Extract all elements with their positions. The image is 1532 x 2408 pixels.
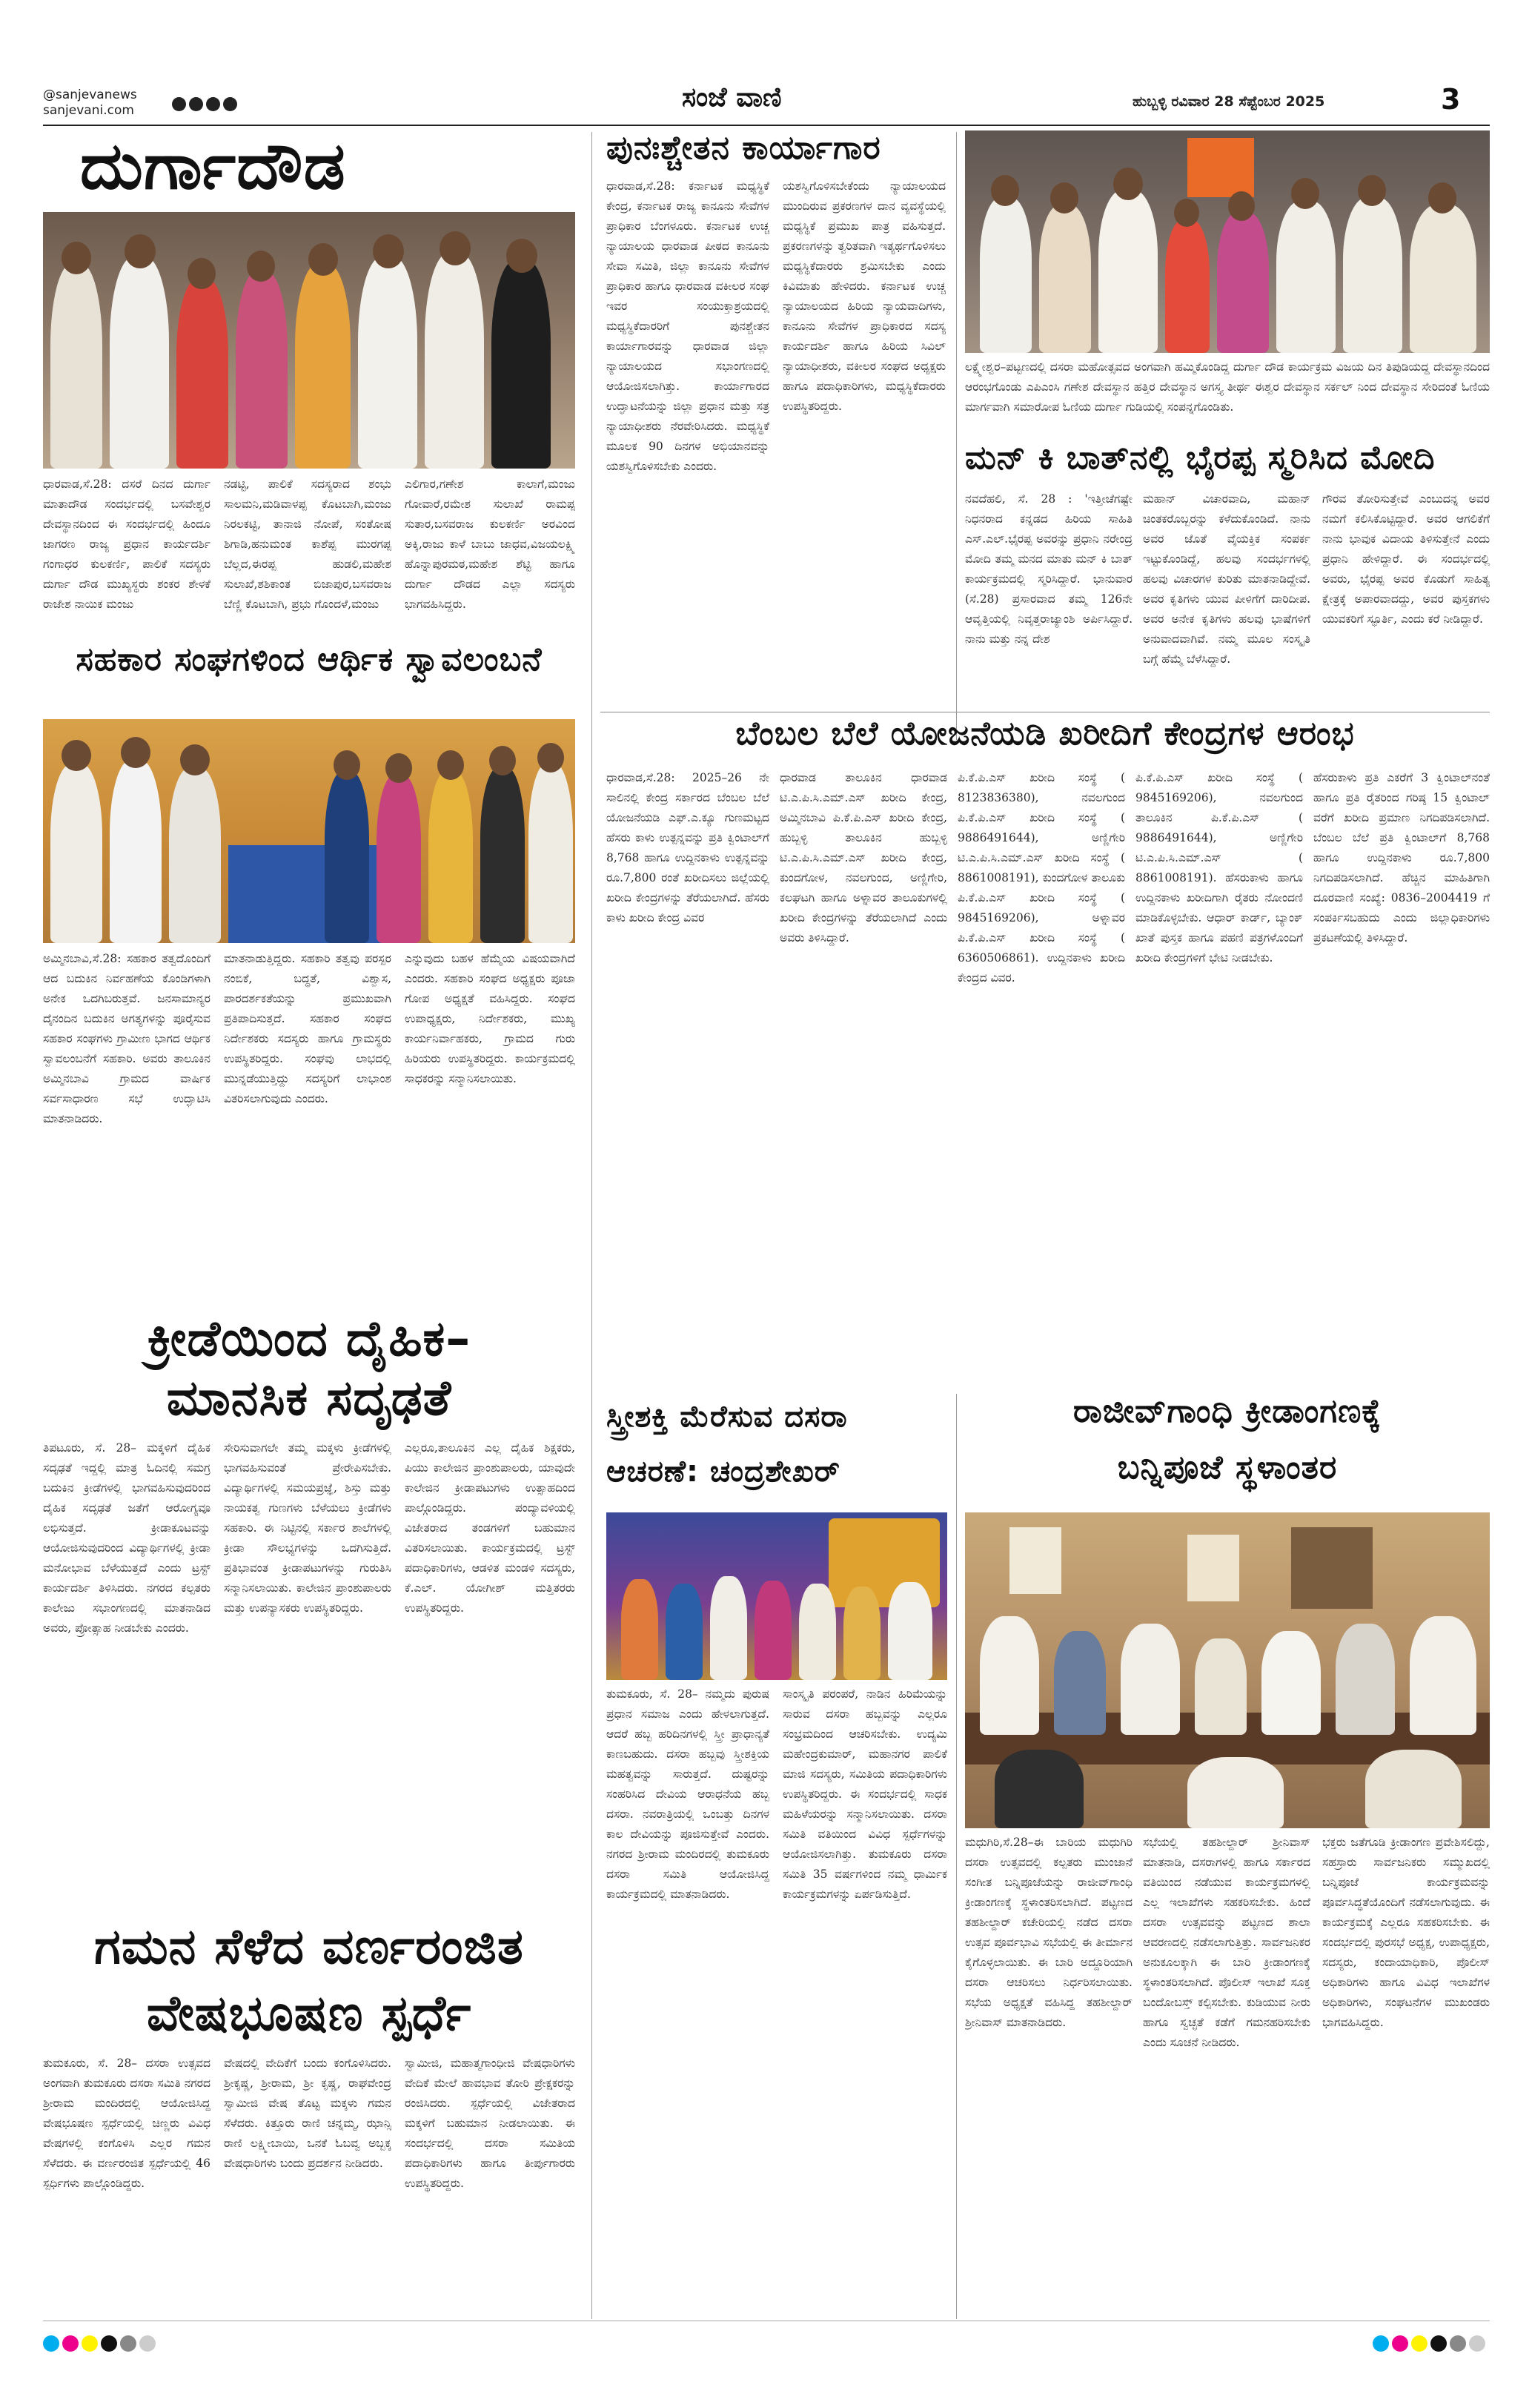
column-divider xyxy=(956,1394,957,2319)
reg-mark xyxy=(1430,2335,1447,2352)
reg-mark xyxy=(1373,2335,1389,2352)
twitter-icon xyxy=(189,97,203,111)
instagram-icon xyxy=(206,97,220,111)
durgadaud-col-2: ನಡಟ್ಟಿ, ಪಾಲಿಕೆ ಸದಸ್ಯರಾದ ಶಂಭು ಸಾಲಮನಿ,ಮಡಿವಾಳಪ್ಪ ಕೊಟಬಾಗಿ,ಮಂಜು ನಿರಲಕಟ್ಟಿ, ತಾನಾಜಿ ನೋಪೆ, ಸಂತೋಷ ಶಿಗಾಡಿ,ಹನುಮಂತ ಕಾಶೆಪ್ಪ ಮುರಗಪ್ಪ ಬೆಲ್ಲದ,ಈರಪ್ಪ ಹುಡಲಿ,ಮಹೇಶ ಸುಲಾಖೆ,ಶಶಿಕಾಂತ ಬಿಜಾಪುರ,ಬಸವರಾಜ ಬೆಣ್ಣಿ ಕೊಟಬಾಗಿ, ಪ್ರಭು ಗೊಂದಳೆ,ಮಂಜು xyxy=(224,477,391,611)
krida-col-3: ಎಲ್ಲರೂ,ತಾಲೂಕಿನ ಎಲ್ಲ ದೈಹಿಕ ಶಿಕ್ಷಕರು, ಪಿಯು ಕಾಲೇಜಿನ ಪ್ರಾಂಶುಪಾಲರು, ಯಾವುದೇ ಕಾಲೇಜಿನ ಕ್ರೀಡಾಪಟುಗಳು ಉತ್ಸಾಹದಿಂದ ಪಾಲ್ಗೊಂಡಿದ್ದರು. ಪಂದ್ಯಾವಳಿಯಲ್ಲಿ ವಿಜೇತರಾದ ತಂಡಗಳಿಗೆ ಬಹುಮಾನ ವಿತರಿಸಲಾಯಿತು. ಕಾರ್ಯಕ್ರಮದಲ್ಲಿ ಟ್ರಸ್ಟ್ ಪದಾಧಿಕಾರಿಗಳು, ಆಡಳಿತ ಮಂಡಳಿ ಸದಸ್ಯರು, ಕೆ.ಎಲ್. ಯೋಗೀಶ್ ಮತ್ತಿತರರು ಉಪಸ್ಥಿತರಿದ್ದರು. xyxy=(405,1441,575,1615)
durgadaud-col-1: ಧಾರವಾಡ,ಸೆ.28: ದಸರೆ ದಿನದ ದುರ್ಗಾ ಮಾತಾದೌಡ ಸಂದರ್ಭದಲ್ಲಿ ಬಸವೇಶ್ವರ ದೇವಸ್ಥಾನದಿಂದ ಈ ಸಂದರ್ಭದಲ್ಲಿ ಹಿಂದೂ ಜಾಗರಣ ರಾಜ್ಯ ಪ್ರಧಾನ ಕಾರ್ಯದರ್ಶಿ ಗಂಗಾಧರ ಕುಲಕರ್ಣಿ, ಪಾಲಿಕೆ ಸದಸ್ಯರು ದುರ್ಗಾ ದೌಡ ಮುಖ್ಯಸ್ಥರು ಶಂಕರ ಶೇಳಕೆ ರಾಜೇಶ ನಾಯಿಕ ಮಂಜು xyxy=(43,477,210,611)
bembala-col-3: ಪಿ.ಕೆ.ಪಿ.ಎಸ್ ಖರೀದಿ ಸಂಸ್ಥೆ ( 8123836380), ನವಲಗುಂದ ಪಿ.ಕೆ.ಪಿ.ಎಸ್ ಖರೀದಿ ಸಂಸ್ಥೆ ( 9886491644), ಅಣ್ಣಿಗೇರಿ ಟಿ.ಎ.ಪಿ.ಸಿ.ಎಮ್.ಎಸ್ ಖರೀದಿ ಸಂಸ್ಥೆ ( 8861008191), ಕುಂದಗೋಳ ತಾಲೂಕು ಪಿ.ಕೆ.ಪಿ.ಎಸ್ ಖರೀದಿ ಸಂಸ್ಥೆ ( 9845169206), ಅಳ್ನಾವರ ಪಿ.ಕೆ.ಪಿ.ಎಸ್ ಖರೀದಿ ಸಂಸ್ಥೆ ( 6360506861). ಉದ್ದಿನಕಾಳು ಖರೀದಿ ಕೇಂದ್ರದ ವಿವರ. xyxy=(958,771,1125,985)
mann-col-1: ನವದೆಹಲಿ, ಸೆ. 28 : 'ಇತ್ತೀಚೆಗಷ್ಟೇ ನಿಧನರಾದ ಕನ್ನಡದ ಹಿರಿಯ ಸಾಹಿತಿ ಎಸ್.ಎಲ್.ಭೈರಪ್ಪ ಅವರನ್ನು ಪ್ರಧಾನಿ ನರೇಂದ್ರ ಮೋದಿ ತಮ್ಮ ಮನದ ಮಾತು ಮನ್ ಕಿ ಬಾತ್ ಕಾರ್ಯಕ್ರಮದಲ್ಲಿ ಸ್ಮರಿಸಿದ್ದಾರೆ. ಭಾನುವಾರ (ಸೆ.28) ಪ್ರಸಾರವಾದ ತಮ್ಮ 126ನೇ ಆವೃತ್ತಿಯಲ್ಲಿ ನಿವೃತ್ತರಾಜ್ಯಾಂಶಿ ಅರ್ಪಿಸಿದ್ದಾರೆ. ನಾನು ಮತ್ತು ನನ್ನ ದೇಶ xyxy=(965,492,1133,646)
page-number: 3 xyxy=(1441,83,1461,116)
stree-col-2: ಸಾಂಸ್ಕೃತಿ ಪರಂಪರೆ, ನಾಡಿನ ಹಿರಿಮೆಯನ್ನು ಸಾರುವ ದಸರಾ ಹಬ್ಬವನ್ನು ಎಲ್ಲರೂ ಸಂಭ್ರಮದಿಂದ ಆಚರಿಸಬೇಕು. ಉದ್ಯಮಿ ಮಹೇಂದ್ರಕುಮಾರ್, ಮಹಾನಗರ ಪಾಲಿಕೆ ಮಾಜಿ ಸದಸ್ಯರು, ಸಮಿತಿಯ ಪದಾಧಿಕಾರಿಗಳು ಉಪಸ್ಥಿತರಿದ್ದರು. ಈ ಸಂದರ್ಭದಲ್ಲಿ ಸಾಧಕ ಮಹಿಳೆಯರನ್ನು ಸನ್ಮಾನಿಸಲಾಯಿತು. ದಸರಾ ಸಮಿತಿ ವತಿಯಿಂದ ವಿವಿಧ ಸ್ಪರ್ಧೆಗಳನ್ನು ಆಯೋಜಿಸಲಾಗಿತ್ತು. ತುಮಕೂರು ದಸರಾ ಸಮಿತಿ 35 ವರ್ಷಗಳಿಂದ ನಮ್ಮ ಧಾರ್ಮಿಕ ಕಾರ್ಯಕ್ರಮಗಳನ್ನು ಏರ್ಪಡಿಸುತ್ತಿದೆ. xyxy=(783,1687,947,1901)
bembala-col-1: ಧಾರವಾಡ,ಸೆ.28: 2025–26 ನೇ ಸಾಲಿನಲ್ಲಿ ಕೇಂದ್ರ ಸರ್ಕಾರದ ಬೆಂಬಲ ಬೆಲೆ ಯೋಜನೆಯಡಿ ಎಫ್.ಎ.ಕ್ಯೂ ಗುಣಮಟ್ಟದ ಹೆಸರು ಕಾಳು ಉತ್ಪನ್ನವನ್ನು ಪ್ರತಿ ಕ್ವಿಂಟಾಲ್‌ಗೆ 8,768 ಹಾಗೂ ಉದ್ದಿನಕಾಳು ಉತ್ಪನ್ನವನ್ನು ರೂ.7,800 ರಂತೆ ಖರೀದಿಸಲು ಜಿಲ್ಲೆಯಲ್ಲಿ ಖರೀದಿ ಕೇಂದ್ರಗಳನ್ನು ತೆರೆಯಲಾಗಿದೆ. ಹೆಸರು ಕಾಳು ಖರೀದಿ ಕೇಂದ್ರ ವಿವರ xyxy=(606,771,769,924)
photo-lakshmeshwar xyxy=(965,130,1490,353)
facebook-icon xyxy=(172,97,186,111)
sahakara-col-2: ಮಾತನಾಡುತ್ತಿದ್ದರು. ಸಹಕಾರಿ ತತ್ವವು ಪರಸ್ಪರ ನಂಬಿಕೆ, ಬದ್ಧತೆ, ವಿಶ್ವಾಸ, ಪಾರದರ್ಶಕತೆಯನ್ನು ಪ್ರಮುಖವಾಗಿ ಪ್ರತಿಪಾದಿಸುತ್ತದೆ. ಸಹಕಾರ ಸಂಘದ ನಿರ್ದೇಶಕರು ಸದಸ್ಯರು ಹಾಗೂ ಗ್ರಾಮಸ್ಥರು ಉಪಸ್ಥಿತರಿದ್ದರು. ಸಂಘವು ಲಾಭದಲ್ಲಿ ಮುನ್ನಡೆಯುತ್ತಿದ್ದು ಸದಸ್ಯರಿಗೆ ಲಾಭಾಂಶ ವಿತರಿಸಲಾಗುವುದು ಎಂದರು. xyxy=(224,952,391,1105)
headline-punashchetana: ಪುನಃಶ್ಚೇತನ ಕಾರ್ಯಾಗಾರ xyxy=(606,129,881,167)
durgadaud-col-3: ಎಲಿಗಾರ,ಗಣೇಶ ಕಾಲಾಗೆ,ಮಂಜು ಗೋವಾರೆ,ರಮೇಶ ಸುಲಾಖೆ ರಾಮಪ್ಪ ಸುತಾರ,ಬಸವರಾಜ ಕುಲಕರ್ಣಿ ಅರವಿಂದ ಅಕ್ಕಿ,ರಾಜು ಕಾಳೆ ಬಾಬು ಜಾಧವ,ವಿಜಯಲಕ್ಷ್ಮಿ ಹೊನ್ನಾಪುರಮಠ,ಮಹೇಶ ಶೆಟ್ಟಿ ಹಾಗೂ ದುರ್ಗಾ ದೌಡದ ಎಲ್ಲಾ ಸದಸ್ಯರು ಭಾಗವಹಿಸಿದ್ದರು. xyxy=(405,477,575,611)
headline-stree-2: ಆಚರಣೆ: ಚಂದ್ರಶೇಖರ್ xyxy=(606,1455,840,1489)
reg-mark xyxy=(1411,2335,1427,2352)
website: sanjevani.com xyxy=(43,103,134,118)
sahakara-col-3: ಎನ್ನುವುದು ಬಹಳ ಹೆಮ್ಮೆಯ ವಿಷಯವಾಗಿದೆ ಎಂದರು. ಸಹಕಾರಿ ಸಂಘದ ಅಧ್ಯಕ್ಷರು ಪೂಜಾ ಗೋಪ ಅಧ್ಯಕ್ಷತೆ ವಹಿಸಿದ್ದರು. ಸಂಘದ ಉಪಾಧ್ಯಕ್ಷರು, ನಿರ್ದೇಶಕರು, ಮುಖ್ಯ ಕಾರ್ಯನಿರ್ವಾಹಕರು, ಗ್ರಾಮದ ಗುರು ಹಿರಿಯರು ಉಪಸ್ಥಿತರಿದ್ದರು. ಕಾರ್ಯಕ್ರಮದಲ್ಲಿ ಸಾಧಕರನ್ನು ಸನ್ಮಾನಿಸಲಾಯಿತು. xyxy=(405,952,575,1085)
reg-mark xyxy=(120,2335,136,2352)
social-handle: @sanjevanews xyxy=(43,87,137,102)
reg-mark xyxy=(1469,2335,1485,2352)
frame-shape xyxy=(1009,1527,1061,1594)
youtube-icon xyxy=(223,97,237,111)
frame-shape xyxy=(1291,1527,1373,1609)
punashchetana-col-2: ಯಶಸ್ವಿಗೊಳಿಸಬೇಕೆಂದು ನ್ಯಾಯಾಲಯದ ಮುಂದಿರುವ ಪ್ರಕರಣಗಳ ದಾನ ವ್ಯವಸ್ಥೆಯಲ್ಲಿ ಮಧ್ಯಸ್ಥಿಕೆ ಪ್ರಮುಖ ಪಾತ್ರ ವಹಿಸುತ್ತದೆ. ಪ್ರಕರಣಗಳನ್ನು ತ್ವರಿತವಾಗಿ ಇತ್ಯರ್ಥಗೊಳಿಸಲು ಮಧ್ಯಸ್ಥಿಕೆದಾರರು ಶ್ರಮಿಸಬೇಕು ಎಂದು ಕಿವಿಮಾತು ಹೇಳಿದರು. ಕರ್ನಾಟಕ ಉಚ್ಚ ನ್ಯಾಯಾಲಯದ ಹಿರಿಯ ನ್ಯಾಯವಾದಿಗಳು, ಕಾನೂನು ಸೇವೆಗಳ ಪ್ರಾಧಿಕಾರದ ಸದಸ್ಯ ಕಾರ್ಯದರ್ಶಿ ಹಾಗೂ ಹಿರಿಯ ಸಿವಿಲ್ ನ್ಯಾಯಾಧೀಶರು, ವಕೀಲರ ಸಂಘದ ಅಧ್ಯಕ್ಷರು ಹಾಗೂ ಪದಾಧಿಕಾರಿಗಳು, ಮಧ್ಯಸ್ಥಿಕೆದಾರರು ಉಪಸ್ಥಿತರಿದ್ದರು. xyxy=(783,179,946,413)
mann-col-3: ಗೌರವ ತೋರಿಸುತ್ತೇವೆ ಎಂಬುದನ್ನ ಅವರ ನಮಗೆ ಕಲಿಸಿಕೊಟ್ಟಿದ್ದಾರೆ. ಅವರ ಆಗಲಿಕೆಗೆ ನಾನು ಭಾವುಕ ವಿದಾಯ ತಿಳಿಸುತ್ತೇನೆ ಎಂದು ಪ್ರಧಾನಿ ಹೇಳಿದ್ದಾರೆ. ಈ ಸಂದರ್ಭದಲ್ಲಿ ಅವರು, ಭೈರಪ್ಪ ಅವರ ಕೊಡುಗೆ ಸಾಹಿತ್ಯ ಕ್ಷೇತ್ರಕ್ಕೆ ಅಪಾರವಾದದ್ದು, ಅವರ ಪುಸ್ತಕಗಳು ಯುವಕರಿಗೆ ಸ್ಫೂರ್ತಿ, ಎಂದು ಕರೆ ನೀಡಿದ್ದಾರೆ. xyxy=(1322,492,1490,626)
reg-mark xyxy=(62,2335,79,2352)
rajiv-col-1: ಮಧುಗಿರಿ,ಸೆ.28–ಈ ಬಾರಿಯ ಮಧುಗಿರಿ ದಸರಾ ಉತ್ಸವದಲ್ಲಿ ಕಲ್ಪತರು ಮುಂಜಾನೆ ಸಂಗೀತ ಬನ್ನಿಪೂಜೆಯನ್ನು ರಾಜೀವ್‌ಗಾಂಧಿ ಕ್ರೀಡಾಂಗಣಕ್ಕೆ ಸ್ಥಳಾಂತರಿಸಲಾಗಿದೆ. ಪಟ್ಟಣದ ತಹಶೀಲ್ದಾರ್ ಕಚೇರಿಯಲ್ಲಿ ನಡೆದ ದಸರಾ ಉತ್ಸವ ಪೂರ್ವಭಾವಿ ಸಭೆಯಲ್ಲಿ ಈ ತೀರ್ಮಾನ ಕೈಗೊಳ್ಳಲಾಯಿತು. ಈ ಬಾರಿ ಅದ್ದೂರಿಯಾಗಿ ದಸರಾ ಆಚರಿಸಲು ನಿರ್ಧರಿಸಲಾಯಿತು. ಸಭೆಯ ಅಧ್ಯಕ್ಷತೆ ವಹಿಸಿದ್ದ ತಹಶೀಲ್ದಾರ್ ಶ್ರೀನಿವಾಸ್ ಮಾತನಾಡಿದರು. xyxy=(965,1836,1133,2029)
reg-mark xyxy=(139,2335,156,2352)
headline-sahakara: ಸಹಕಾರ ಸಂಘಗಳಿಂದ ಆರ್ಥಿಕ ಸ್ವಾವಲಂಬನೆ xyxy=(76,641,543,678)
mann-col-2: ಮಹಾನ್ ವಿಚಾರವಾದಿ, ಮಹಾನ್ ಚಿಂತಕರೊಬ್ಬರನ್ನು ಕಳೆದುಕೊಂಡಿದೆ. ನಾನು ಅವರ ಜೊತೆ ವೈಯಕ್ತಿಕ ಸಂಪರ್ಕ ಇಟ್ಟುಕೊಂಡಿದ್ದೆ, ಹಲವು ಸಂದರ್ಭಗಳಲ್ಲಿ ಹಲವು ವಿಚಾರಗಳ ಕುರಿತು ಮಾತನಾಡಿದ್ದೇವೆ. ಅವರ ಕೃತಿಗಳು ಯುವ ಪೀಳಿಗೆಗೆ ದಾರಿದೀಪ. ಅವರ ಅನೇಕ ಕೃತಿಗಳು ಹಲವು ಭಾಷೆಗಳಿಗೆ ಅನುವಾದವಾಗಿವೆ. ನಮ್ಮ ಮೂಲ ಸಂಸ್ಕೃತಿ ಬಗ್ಗೆ ಹೆಮ್ಮೆ ಬೆಳೆಸಿದ್ದಾರೆ. xyxy=(1143,492,1310,666)
reg-mark xyxy=(1392,2335,1408,2352)
reg-mark xyxy=(1450,2335,1466,2352)
gamana-col-2: ವೇಷದಲ್ಲಿ ವೇದಿಕೆಗೆ ಬಂದು ಕಂಗೊಳಿಸಿದರು. ಶ್ರೀಕೃಷ್ಣ, ಶ್ರೀರಾಮ, ಶ್ರೀ ಕೃಷ್ಣ, ರಾಘವೇಂದ್ರ ಸ್ವಾಮೀಜಿ ವೇಷ ತೊಟ್ಟ ಮಕ್ಕಳು ಗಮನ ಸೆಳೆದರು. ಕಿತ್ತೂರು ರಾಣಿ ಚನ್ನಮ್ಮ, ಝಾನ್ಸಿ ರಾಣಿ ಲಕ್ಷ್ಮೀಬಾಯಿ, ಒನಕೆ ಓಬವ್ವ ಅಬ್ಬಕ್ಕ ವೇಷಧಾರಿಗಳು ಬಂದು ಪ್ರದರ್ಶನ ನೀಡಿದರು. xyxy=(224,2057,391,2170)
headline-krida-2: ಮಾನಸಿಕ ಸದೃಢತೆ xyxy=(166,1369,452,1426)
gamana-col-1: ತುಮಕೂರು, ಸೆ. 28– ದಸರಾ ಉತ್ಸವದ ಅಂಗವಾಗಿ ತುಮಕೂರು ದಸರಾ ಸಮಿತಿ ನಗರದ ಶ್ರೀರಾಮ ಮಂದಿರದಲ್ಲಿ ಆಯೋಜಿಸಿದ್ದ ವೇಷಭೂಷಣ ಸ್ಪರ್ಧೆಯಲ್ಲಿ ಚಿಣ್ಣರು ವಿವಿಧ ವೇಷಗಳಲ್ಲಿ ಕಂಗೊಳಿಸಿ ಎಲ್ಲರ ಗಮನ ಸೆಳೆದರು. ಈ ವರ್ಣರಂಜಿತ ಸ್ಪರ್ಧೆಯಲ್ಲಿ 46 ಸ್ಪರ್ಧಿಗಳು ಪಾಲ್ಗೊಂಡಿದ್ದರು. xyxy=(43,2057,210,2190)
bembala-col-2: ಧಾರವಾಡ ತಾಲೂಕಿನ ಧಾರವಾಡ ಟಿ.ಎ.ಪಿ.ಸಿ.ಎಮ್.ಎಸ್ ಖರೀದಿ ಕೇಂದ್ರ, ಅಮ್ಮಿನಬಾವಿ ಪಿ.ಕೆ.ಪಿ.ಎಸ್ ಖರೀದಿ ಕೇಂದ್ರ, ಹುಬ್ಬಳ್ಳಿ ತಾಲೂಕಿನ ಹುಬ್ಬಳ್ಳಿ ಟಿ.ಎ.ಪಿ.ಸಿ.ಎಮ್.ಎಸ್ ಖರೀದಿ ಕೇಂದ್ರ, ಕುಂದಗೋಳ, ನವಲಗುಂದ, ಅಣ್ಣಿಗೇರಿ, ಕಲಘಟಗಿ ಹಾಗೂ ಅಳ್ನಾವರ ತಾಲೂಕುಗಳಲ್ಲಿ ಖರೀದಿ ಕೇಂದ್ರಗಳನ್ನು ತೆರೆಯಲಾಗಿದೆ ಎಂದು ಅವರು ತಿಳಿಸಿದ್ದಾರೆ. xyxy=(780,771,947,945)
headline-stree-1: ಸ್ತ್ರೀಶಕ್ತಿ ಮೆರೆಸುವ ದಸರಾ xyxy=(606,1400,848,1434)
masthead-rule xyxy=(43,125,1490,126)
headline-rajiv-1: ರಾಜೀವ್‌ಗಾಂಧಿ ಕ್ರೀಡಾಂಗಣಕ್ಕೆ xyxy=(1072,1392,1382,1430)
krida-col-1: ತಿಪಟೂರು, ಸೆ. 28– ಮಕ್ಕಳಿಗೆ ದೈಹಿಕ ಸದೃಢತೆ ಇದ್ದಲ್ಲಿ ಮಾತ್ರ ಓದಿನಲ್ಲಿ ಸಮಗ್ರ ಬದುಕಿನ ಕ್ರೀಡೆಗಳಲ್ಲಿ ಭಾಗವಹಿಸುವುದರಿಂದ ದೈಹಿಕ ಸದೃಢತೆ ಜತೆಗೆ ಆರೋಗ್ಯವೂ ಲಭಿಸುತ್ತದೆ. ಕ್ರೀಡಾಕೂಟವನ್ನು ಆಯೋಜಿಸುವುದರಿಂದ ವಿದ್ಯಾರ್ಥಿಗಳಲ್ಲಿ ಕ್ರೀಡಾ ಮನೋಭಾವ ಬೆಳೆಯುತ್ತದೆ ಎಂದು ಟ್ರಸ್ಟ್ ಕಾರ್ಯದರ್ಶಿ ತಿಳಿಸಿದರು. ನಗರದ ಕಲ್ಪತರು ಕಾಲೇಜು ಸಭಾಂಗಣದಲ್ಲಿ ಮಾತನಾಡಿದ ಅವರು, ಪ್ರೋತ್ಸಾಹ ನೀಡಬೇಕು ಎಂದರು. xyxy=(43,1441,210,1635)
headline-mann-ki-baat: ಮನ್ ಕಿ ಬಾತ್‌ನಲ್ಲಿ ಭೈರಪ್ಪ ಸ್ಮರಿಸಿದ ಮೋದಿ xyxy=(965,439,1436,477)
photo-durgadaud xyxy=(43,212,575,469)
gamana-col-3: ಸ್ವಾಮೀಜಿ, ಮಹಾತ್ಮಗಾಂಧೀಜಿ ವೇಷಧಾರಿಗಳು ವೇದಿಕೆ ಮೇಲೆ ಹಾವಭಾವ ತೋರಿ ಪ್ರೇಕ್ಷಕರನ್ನು ರಂಜಿಸಿದರು. ಸ್ಪರ್ಧೆಯಲ್ಲಿ ವಿಜೇತರಾದ ಮಕ್ಕಳಿಗೆ ಬಹುಮಾನ ನೀಡಲಾಯಿತು. ಈ ಸಂದರ್ಭದಲ್ಲಿ ದಸರಾ ಸಮಿತಿಯ ಪದಾಧಿಕಾರಿಗಳು ಹಾಗೂ ತೀರ್ಪುಗಾರರು ಉಪಸ್ಥಿತರಿದ್ದರು. xyxy=(405,2057,575,2190)
punashchetana-col-1: ಧಾರವಾಡ,ಸೆ.28: ಕರ್ನಾಟಕ ಮಧ್ಯಸ್ಥಿಕೆ ಕೇಂದ್ರ, ಕರ್ನಾಟಕ ರಾಜ್ಯ ಕಾನೂನು ಸೇವೆಗಳ ಪ್ರಾಧಿಕಾರ ಬೆಂಗಳೂರು. ಕರ್ನಾಟಕ ಉಚ್ಚ ನ್ಯಾಯಾಲಯ ಧಾರವಾಡ ಪೀಠದ ಕಾನೂನು ಸೇವಾ ಸಮಿತಿ, ಜಿಲ್ಲಾ ಕಾನೂನು ಸೇವೆಗಳ ಪ್ರಾಧಿಕಾರ ಹಾಗೂ ಧಾರವಾಡ ವಕೀಲರ ಸಂಘ ಇವರ ಸಂಯುಕ್ತಾಶ್ರಯದಲ್ಲಿ ಮಧ್ಯಸ್ಥಿಕೆದಾರರಿಗೆ ಪುನಶ್ಚೇತನ ಕಾರ್ಯಾಗಾರವನ್ನು ಧಾರವಾಡ ಜಿಲ್ಲಾ ನ್ಯಾಯಾಲಯದ ಸಭಾಂಗಣದಲ್ಲಿ ಆಯೋಜಿಸಲಾಗಿತ್ತು. ಕಾರ್ಯಾಗಾರದ ಉದ್ಘಾಟನೆಯನ್ನು ಜಿಲ್ಲಾ ಪ್ರಧಾನ ಮತ್ತು ಸತ್ರ ನ್ಯಾಯಾಧೀಶರು ನೆರವೇರಿಸಿದರು. ಮಧ್ಯಸ್ಥಿಕೆ ಮೂಲಕ 90 ದಿನಗಳ ಅಭಿಯಾನವನ್ನು ಯಶಸ್ವಿಗೊಳಿಸಬೇಕು ಎಂದರು. xyxy=(606,179,769,473)
headline-rajiv-2: ಬನ್ನಿಪೂಜೆ ಸ್ಥಳಾಂತರ xyxy=(1117,1449,1338,1486)
headline-gamana-1: ಗಮನ ಸೆಳೆದ ವರ್ಣರಂಜಿತ xyxy=(94,1918,524,1975)
photo-sahakara xyxy=(43,719,575,943)
lakshmeshwar-caption: ಲಕ್ಷ್ಮೇಶ್ವರ–ಪಟ್ಟಣದಲ್ಲಿ ದಸರಾ ಮಹೋತ್ಸವದ ಅಂಗವಾಗಿ ಹಮ್ಮಿಕೊಂಡಿದ್ದ ದುರ್ಗಾ ದೌಡ ಕಾರ್ಯಕ್ರಮ ವಿಜಯ ದಿನ ತಿಪುಡಿಯದ್ದ ದೇವಸ್ಥಾನದಿಂದ ಆರಂಭಗೊಂಡು ಎಪಿಎಂಸಿ ಗಣೇಶ ದೇವಸ್ಥಾನ ಹತ್ತಿರ ದೇವಸ್ಥಾನ ಅಗಸ್ತ್ಯ ತೀರ್ಥ ಈಶ್ವರ ದೇವಸ್ಥಾನ ಸರ್ಕಲ್ ನಿಂದ ದೇವಸ್ಥಾನ ಸೇರಿದಂತೆ ಓಣಿಯ ಮಾರ್ಗವಾಗಿ ಸಮಾರೋಪ ಓಣಿಯ ದುರ್ಗಾ ಗುಡಿಯಲ್ಲಿ ಸಂಪನ್ನಗೊಂಡಿತು. xyxy=(965,360,1490,414)
sahakara-col-1: ಅಮ್ಮಿನಬಾವಿ,ಸೆ.28: ಸಹಕಾರ ತತ್ವದೊಂದಿಗೆ ಆದ ಬದುಕಿನ ನಿರ್ವಹಣೆಯ ಕೊಂಡಿಗಳಾಗಿ ಅನೇಕ ಒದಗಿಬರುತ್ತವೆ. ಜನಸಾಮಾನ್ಯರ ದೈನಂದಿನ ಬದುಕಿನ ಅಗತ್ಯಗಳನ್ನು ಪೂರೈಸುವ ಸಹಕಾರ ಸಂಘಗಳು ಗ್ರಾಮೀಣ ಭಾಗದ ಆರ್ಥಿಕ ಸ್ವಾವಲಂಬನೆಗೆ ಸಹಕಾರಿ. ಅವರು ತಾಲೂಕಿನ ಅಮ್ಮಿನಬಾವಿ ಗ್ರಾಮದ ವಾರ್ಷಿಕ ಸರ್ವಸಾಧಾರಣ ಸಭೆ ಉದ್ಘಾಟಿಸಿ ಮಾತನಾಡಿದರು. xyxy=(43,952,210,1125)
flag-shape xyxy=(1187,138,1254,197)
bembala-col-4: ಪಿ.ಕೆ.ಪಿ.ಎಸ್ ಖರೀದಿ ಸಂಸ್ಥೆ ( 9845169206), ನವಲಗುಂದ ತಾಲೂಕಿನ ಪಿ.ಕೆ.ಪಿ.ಎಸ್ ( 9886491644), ಅಣ್ಣಿಗೇರಿ ಟಿ.ಎ.ಪಿ.ಸಿ.ಎಮ್.ಎಸ್ ( 8861008191). ಹೆಸರುಕಾಳು ಹಾಗೂ ಉದ್ದಿನಕಾಳು ಖರೀದಿಗಾಗಿ ರೈತರು ನೋಂದಣಿ ಮಾಡಿಕೊಳ್ಳಬೇಕು. ಆಧಾರ್ ಕಾರ್ಡ್, ಬ್ಯಾಂಕ್ ಖಾತೆ ಪುಸ್ತಕ ಹಾಗೂ ಪಹಣಿ ಪತ್ರಗಳೊಂದಿಗೆ ಖರೀದಿ ಕೇಂದ್ರಗಳಿಗೆ ಭೇಟಿ ನೀಡಬೇಕು. xyxy=(1135,771,1303,965)
headline-gamana-2: ವೇಷಭೂಷಣ ಸ್ಪರ್ಧೆ xyxy=(146,1985,472,2042)
headline-durgadaud: ದುರ್ಗಾದೌಡ xyxy=(80,128,346,204)
reg-mark xyxy=(43,2335,59,2352)
issue-date: ಹುಬ್ಬಳ್ಳಿ ರವಿವಾರ 28 ಸೆಪ್ಟೆಂಬರ 2025 xyxy=(1133,93,1325,110)
rajiv-col-3: ಭಕ್ತರು ಜತೆಗೂಡಿ ಕ್ರೀಡಾಂಗಣ ಪ್ರವೇಶಿಸಲಿದ್ದು, ಸಹಸ್ರಾರು ಸಾರ್ವಜನಿಕರು ಸಮ್ಮುಖದಲ್ಲಿ ಬನ್ನಿಪೂಜೆ ಕಾರ್ಯಕ್ರಮವನ್ನು ಪೂರ್ವಸಿದ್ಧತೆಯೊಂದಿಗೆ ನಡೆಸಲಾಗುವುದು. ಈ ಕಾರ್ಯಕ್ರಮಕ್ಕೆ ಎಲ್ಲರೂ ಸಹಕರಿಸಬೇಕು. ಈ ಸಂದರ್ಭದಲ್ಲಿ ಪುರಸಭೆ ಅಧ್ಯಕ್ಷ, ಉಪಾಧ್ಯಕ್ಷರು, ಸದಸ್ಯರು, ಕಂದಾಯಾಧಿಕಾರಿ, ಪೊಲೀಸ್ ಅಧಿಕಾರಿಗಳು ಹಾಗೂ ವಿವಿಧ ಇಲಾಖೆಗಳ ಅಧಿಕಾರಿಗಳು, ಸಂಘಟನೆಗಳ ಮುಖಂಡರು ಭಾಗವಹಿಸಿದ್ದರು. xyxy=(1322,1836,1490,2029)
column-divider xyxy=(956,132,957,740)
column-divider xyxy=(591,132,592,2319)
photo-rajiv-meeting xyxy=(965,1512,1490,1828)
krida-col-2: ಸೇರಿಸುವಾಗಲೇ ತಮ್ಮ ಮಕ್ಕಳು ಕ್ರೀಡೆಗಳಲ್ಲಿ ಭಾಗವಹಿಸುವಂತೆ ಪ್ರೇರೇಪಿಸಬೇಕು. ವಿದ್ಯಾರ್ಥಿಗಳಲ್ಲಿ ಸಮಯಪ್ರಜ್ಞೆ, ಶಿಸ್ತು ಮತ್ತು ನಾಯಕತ್ವ ಗುಣಗಳು ಬೆಳೆಯಲು ಕ್ರೀಡೆಗಳು ಸಹಕಾರಿ. ಈ ನಿಟ್ಟಿನಲ್ಲಿ ಸರ್ಕಾರ ಶಾಲೆಗಳಲ್ಲಿ ಕ್ರೀಡಾ ಸೌಲಭ್ಯಗಳನ್ನು ಒದಗಿಸುತ್ತಿದೆ. ಪ್ರತಿಭಾವಂತ ಕ್ರೀಡಾಪಟುಗಳನ್ನು ಗುರುತಿಸಿ ಸನ್ಮಾನಿಸಲಾಯಿತು. ಕಾಲೇಜಿನ ಪ್ರಾಂಶುಪಾಲರು ಮತ್ತು ಉಪನ್ಯಾಸಕರು ಉಪಸ್ಥಿತರಿದ್ದರು. xyxy=(224,1441,391,1615)
masthead-handles xyxy=(43,87,137,119)
stree-col-1: ತುಮಕೂರು, ಸೆ. 28– ನಮ್ಮದು ಪುರುಷ ಪ್ರಧಾನ ಸಮಾಜ ಎಂದು ಹೇಳಲಾಗುತ್ತದೆ. ಆದರೆ ಹಬ್ಬ ಹರಿದಿನಗಳಲ್ಲಿ ಸ್ತ್ರೀ ಪ್ರಾಧಾನ್ಯತೆ ಕಾಣಬಹುದು. ದಸರಾ ಹಬ್ಬವು ಸ್ತ್ರೀಶಕ್ತಿಯ ಮಹತ್ವವನ್ನು ಸಾರುತ್ತದೆ. ದುಷ್ಟರನ್ನು ಸಂಹರಿಸಿದ ದೇವಿಯ ಆರಾಧನೆಯ ಹಬ್ಬ ದಸರಾ. ನವರಾತ್ರಿಯಲ್ಲಿ ಒಂಬತ್ತು ದಿನಗಳ ಕಾಲ ದೇವಿಯನ್ನು ಪೂಜಿಸುತ್ತೇವೆ ಎಂದರು. ನಗರದ ಶ್ರೀರಾಮ ಮಂದಿರದಲ್ಲಿ ತುಮಕೂರು ದಸರಾ ಸಮಿತಿ ಆಯೋಜಿಸಿದ್ದ ಕಾರ್ಯಕ್ರಮದಲ್ಲಿ ಮಾತನಾಡಿದರು. xyxy=(606,1687,769,1901)
frame-shape xyxy=(1187,1535,1239,1601)
bembala-col-5: ಹೆಸರುಕಾಳು ಪ್ರತಿ ಎಕರೆಗೆ 3 ಕ್ವಿಂಟಾಲ್‌ನಂತೆ ಹಾಗೂ ಪ್ರತಿ ರೈತರಿಂದ ಗರಿಷ್ಠ 15 ಕ್ವಿಂಟಾಲ್ ವರೆಗೆ ಖರೀದಿ ಪ್ರಮಾಣ ನಿಗದಿಪಡಿಸಲಾಗಿದೆ. ಬೆಂಬಲ ಬೆಲೆ ಪ್ರತಿ ಕ್ವಿಂಟಾಲ್‌ಗೆ 8,768 ಹಾಗೂ ಉದ್ದಿನಕಾಳು ರೂ.7,800 ನಿಗದಿಪಡಿಸಲಾಗಿದೆ. ಹೆಚ್ಚಿನ ಮಾಹಿತಿಗಾಗಿ ದೂರವಾಣಿ ಸಂಖ್ಯೆ: 0836–2004419 ಗೆ ಸಂಪರ್ಕಿಸಬಹುದು ಎಂದು ಜಿಲ್ಲಾಧಿಕಾರಿಗಳು ಪ್ರಕಟಣೆಯಲ್ಲಿ ತಿಳಿಸಿದ್ದಾರೆ. xyxy=(1313,771,1490,945)
social-icons xyxy=(172,97,253,113)
reg-mark xyxy=(82,2335,98,2352)
newspaper-title: ಸಂಜೆ ವಾಣಿ xyxy=(682,82,782,113)
headline-bembala: ಬೆಂಬಲ ಬೆಲೆ ಯೋಜನೆಯಡಿ ಖರೀದಿಗೆ ಕೇಂದ್ರಗಳ ಆರಂಭ xyxy=(735,715,1355,752)
photo-stree-shakti xyxy=(606,1512,947,1680)
reg-mark xyxy=(101,2335,117,2352)
headline-krida-1: ಕ್ರೀಡೆಯಿಂದ ದೈಹಿಕ– xyxy=(147,1310,471,1367)
rajiv-col-2: ಸಭೆಯಲ್ಲಿ ತಹಶೀಲ್ದಾರ್ ಶ್ರೀನಿವಾಸ್ ಮಾತನಾಡಿ, ದಸರಾಗಳಲ್ಲಿ ಹಾಗೂ ಸರ್ಕಾರದ ವತಿಯಿಂದ ನಡೆಯುವ ಕಾರ್ಯಕ್ರಮಗಳಲ್ಲಿ ಎಲ್ಲ ಇಲಾಖೆಗಳು ಸಹಕರಿಸಬೇಕು. ಹಿಂದೆ ದಸರಾ ಉತ್ಸವವನ್ನು ಪಟ್ಟಣದ ಶಾಲಾ ಆವರಣದಲ್ಲಿ ನಡೆಸಲಾಗುತ್ತಿತ್ತು. ಸಾರ್ವಜನಿಕರ ಅನುಕೂಲಕ್ಕಾಗಿ ಈ ಬಾರಿ ಕ್ರೀಡಾಂಗಣಕ್ಕೆ ಸ್ಥಳಾಂತರಿಸಲಾಗಿದೆ. ಪೊಲೀಸ್ ಇಲಾಖೆ ಸೂಕ್ತ ಬಂದೋಬಸ್ತ್ ಕಲ್ಪಿಸಬೇಕು. ಕುಡಿಯುವ ನೀರು ಹಾಗೂ ಸ್ವಚ್ಛತೆ ಕಡೆಗೆ ಗಮನಹರಿಸಬೇಕು ಎಂದು ಸೂಚನೆ ನೀಡಿದರು. xyxy=(1143,1836,1310,2049)
